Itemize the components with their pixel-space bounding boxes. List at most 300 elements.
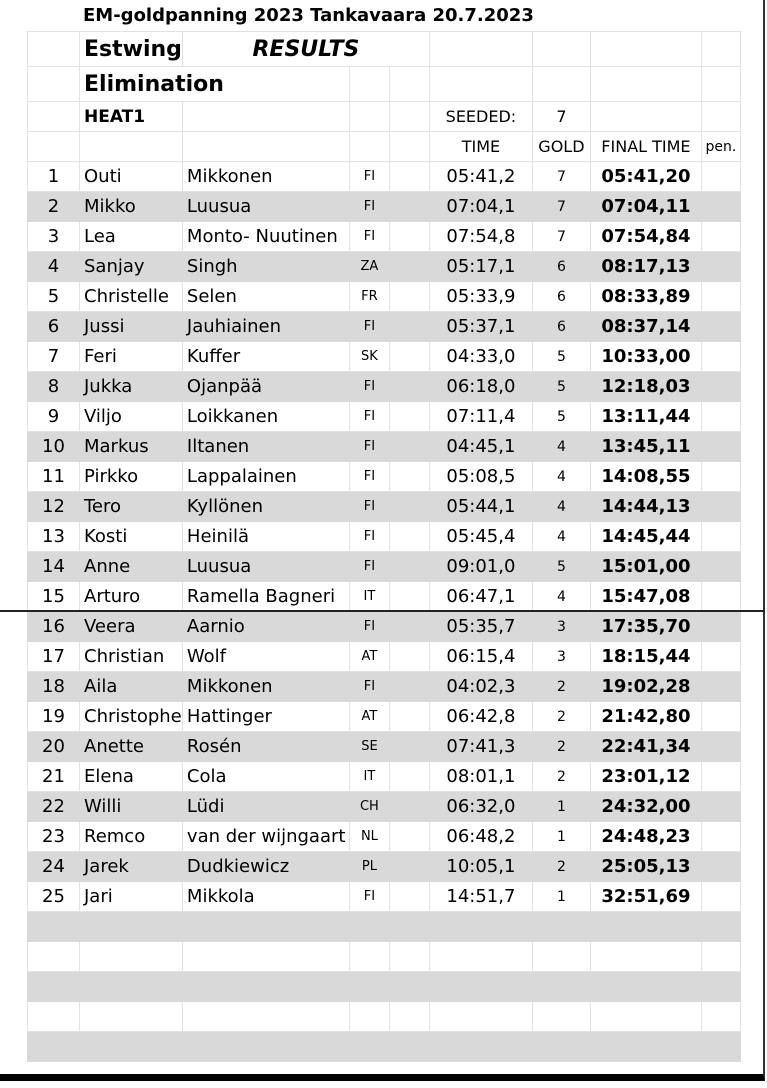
rank-cell: 20 xyxy=(28,732,80,762)
gold-cell: 5 xyxy=(532,402,590,432)
country-cell: PL xyxy=(349,852,389,882)
rank-cell: 12 xyxy=(28,492,80,522)
gold-cell: 6 xyxy=(532,312,590,342)
final-time-cell: 05:41,20 xyxy=(590,162,701,192)
rank-cell: 11 xyxy=(28,462,80,492)
empty-cell xyxy=(429,1002,532,1032)
table-row xyxy=(28,462,741,492)
country-cell: SK xyxy=(349,342,389,372)
final-time-cell: 17:35,70 xyxy=(590,612,701,642)
final-time-cell: 25:05,13 xyxy=(590,852,701,882)
time-cell: 07:41,3 xyxy=(429,732,532,762)
rank-cell: 18 xyxy=(28,672,80,702)
country-cell: AT xyxy=(349,702,389,732)
last-name-cell: Ramella Bagneri xyxy=(182,582,349,612)
empty-cell xyxy=(389,1032,429,1062)
spacer-cell xyxy=(389,552,429,582)
penalty-cell xyxy=(701,312,740,342)
last-name-cell: Heinilä xyxy=(182,522,349,552)
empty-cell xyxy=(28,1002,80,1032)
final-time-cell: 15:47,08 xyxy=(590,582,701,612)
last-name-cell: Selen xyxy=(182,282,349,312)
last-name-cell: Monto- Nuutinen xyxy=(182,222,349,252)
rank-cell: 17 xyxy=(28,642,80,672)
time-cell: 05:44,1 xyxy=(429,492,532,522)
final-time-cell: 14:44,13 xyxy=(590,492,701,522)
final-time-cell: 23:01,12 xyxy=(590,762,701,792)
rank-cell: 23 xyxy=(28,822,80,852)
time-cell: 05:41,2 xyxy=(429,162,532,192)
empty-cell xyxy=(349,1032,389,1062)
time-cell: 06:32,0 xyxy=(429,792,532,822)
country-cell: FI xyxy=(349,522,389,552)
gold-cell: 1 xyxy=(532,822,590,852)
empty-cell xyxy=(182,1002,349,1032)
time-header: TIME xyxy=(429,132,532,162)
table-row xyxy=(28,162,741,192)
final-time-cell: 12:18,03 xyxy=(590,372,701,402)
empty-cell xyxy=(701,972,740,1002)
gold-cell: 1 xyxy=(532,792,590,822)
last-name-cell: Mikkonen xyxy=(182,162,349,192)
last-name-cell: Hattinger xyxy=(182,702,349,732)
penalty-cell xyxy=(701,642,740,672)
empty-cell xyxy=(80,972,183,1002)
time-cell: 05:33,9 xyxy=(429,282,532,312)
heat-row xyxy=(28,102,741,132)
gold-cell: 2 xyxy=(532,672,590,702)
time-cell: 05:17,1 xyxy=(429,252,532,282)
gold-cell: 7 xyxy=(532,162,590,192)
first-name-cell: Arturo xyxy=(80,582,183,612)
gold-header: GOLD xyxy=(532,132,590,162)
last-name-cell: Rosén xyxy=(182,732,349,762)
final-time-cell: 07:54,84 xyxy=(590,222,701,252)
spacer-cell xyxy=(389,882,429,912)
penalty-cell xyxy=(701,462,740,492)
empty-row xyxy=(28,942,741,972)
rank-cell: 24 xyxy=(28,852,80,882)
last-name-cell: Singh xyxy=(182,252,349,282)
penalty-cell xyxy=(701,822,740,852)
empty-cell xyxy=(429,972,532,1002)
first-name-cell: Jussi xyxy=(80,312,183,342)
spacer-cell xyxy=(389,252,429,282)
spacer-cell xyxy=(389,762,429,792)
time-cell: 04:45,1 xyxy=(429,432,532,462)
table-row xyxy=(28,702,741,732)
time-cell: 07:54,8 xyxy=(429,222,532,252)
empty-cell xyxy=(80,942,183,972)
table-row xyxy=(28,492,741,522)
final-time-cell: 14:45,44 xyxy=(590,522,701,552)
gold-cell: 4 xyxy=(532,582,590,612)
penalty-cell xyxy=(701,282,740,312)
first-name-cell: Veera xyxy=(80,612,183,642)
penalty-cell xyxy=(701,492,740,522)
first-name-cell: Jukka xyxy=(80,372,183,402)
rank-cell: 10 xyxy=(28,432,80,462)
first-name-cell: Christian xyxy=(80,642,183,672)
time-cell: 05:35,7 xyxy=(429,612,532,642)
penalty-cell xyxy=(701,342,740,372)
rank-cell: 14 xyxy=(28,552,80,582)
rank-cell: 4 xyxy=(28,252,80,282)
country-cell: FI xyxy=(349,162,389,192)
first-name-cell: Feri xyxy=(80,342,183,372)
penalty-cell xyxy=(701,762,740,792)
gold-cell: 6 xyxy=(532,282,590,312)
empty-cell xyxy=(701,912,740,942)
country-cell: IT xyxy=(349,762,389,792)
empty-cell xyxy=(532,1032,590,1062)
final-time-cell: 15:01,00 xyxy=(590,552,701,582)
gold-cell: 3 xyxy=(532,612,590,642)
time-cell: 05:45,4 xyxy=(429,522,532,552)
table-row xyxy=(28,192,741,222)
empty-cell xyxy=(80,1032,183,1062)
final-time-cell: 07:04,11 xyxy=(590,192,701,222)
time-cell: 06:47,1 xyxy=(429,582,532,612)
country-cell: FI xyxy=(349,492,389,522)
rank-cell: 9 xyxy=(28,402,80,432)
first-name-cell: Outi xyxy=(80,162,183,192)
penalty-cell xyxy=(701,882,740,912)
table-row xyxy=(28,762,741,792)
country-cell: ZA xyxy=(349,252,389,282)
last-name-cell: Luusua xyxy=(182,552,349,582)
table-row xyxy=(28,642,741,672)
final-time-cell: 22:41,34 xyxy=(590,732,701,762)
time-cell: 06:48,2 xyxy=(429,822,532,852)
time-cell: 14:51,7 xyxy=(429,882,532,912)
empty-cell xyxy=(429,942,532,972)
gold-cell: 5 xyxy=(532,552,590,582)
penalty-cell xyxy=(701,672,740,702)
penalty-cell xyxy=(701,522,740,552)
last-name-cell: Kuffer xyxy=(182,342,349,372)
first-name-cell: Anette xyxy=(80,732,183,762)
spacer-cell xyxy=(389,282,429,312)
empty-cell xyxy=(28,972,80,1002)
final-time-cell: 13:11,44 xyxy=(590,402,701,432)
first-name-cell: Elena xyxy=(80,762,183,792)
gold-cell: 7 xyxy=(532,222,590,252)
country-cell: AT xyxy=(349,642,389,672)
empty-cell xyxy=(701,942,740,972)
table-row xyxy=(28,552,741,582)
rank-cell: 7 xyxy=(28,342,80,372)
country-cell: FI xyxy=(349,192,389,222)
table-row xyxy=(28,372,741,402)
spacer-cell xyxy=(389,642,429,672)
penalty-cell xyxy=(701,372,740,402)
penalty-cell xyxy=(701,222,740,252)
table-row xyxy=(28,282,741,312)
empty-cell xyxy=(701,1002,740,1032)
table-row xyxy=(28,222,741,252)
rank-cell: 5 xyxy=(28,282,80,312)
penalty-cell xyxy=(701,852,740,882)
country-cell: SE xyxy=(349,732,389,762)
empty-cell xyxy=(389,1002,429,1032)
first-name-cell: Christophe xyxy=(80,702,183,732)
table-row xyxy=(28,732,741,762)
spacer-cell xyxy=(389,462,429,492)
last-name-cell: Luusua xyxy=(182,192,349,222)
last-name-cell: Loikkanen xyxy=(182,402,349,432)
table-row xyxy=(28,432,741,462)
empty-cell xyxy=(28,1032,80,1062)
final-time-cell: 10:33,00 xyxy=(590,342,701,372)
seeded-label: SEEDED: xyxy=(429,102,532,132)
last-name-cell: Mikkonen xyxy=(182,672,349,702)
time-cell: 07:04,1 xyxy=(429,192,532,222)
table-row xyxy=(28,312,741,342)
first-name-cell: Willi xyxy=(80,792,183,822)
last-name-cell: Dudkiewicz xyxy=(182,852,349,882)
empty-cell xyxy=(182,1032,349,1062)
empty-cell xyxy=(590,912,701,942)
last-name-cell: Lappalainen xyxy=(182,462,349,492)
first-name-cell: Pirkko xyxy=(80,462,183,492)
table-row xyxy=(28,672,741,702)
final-time-cell: 24:48,23 xyxy=(590,822,701,852)
sponsor-label: Estwing xyxy=(80,32,183,67)
last-name-cell: Mikkola xyxy=(182,882,349,912)
empty-cell xyxy=(532,942,590,972)
table-row xyxy=(28,252,741,282)
spacer-cell xyxy=(389,702,429,732)
empty-cell xyxy=(182,912,349,942)
empty-cell xyxy=(28,942,80,972)
empty-cell xyxy=(590,942,701,972)
rank-cell: 22 xyxy=(28,792,80,822)
spacer-cell xyxy=(389,822,429,852)
spacer-cell xyxy=(389,222,429,252)
time-cell: 09:01,0 xyxy=(429,552,532,582)
empty-cell xyxy=(532,972,590,1002)
spacer-cell xyxy=(389,672,429,702)
country-cell: FI xyxy=(349,432,389,462)
empty-cell xyxy=(389,942,429,972)
gold-cell: 4 xyxy=(532,462,590,492)
spacer-cell xyxy=(389,432,429,462)
final-time-header: FINAL TIME xyxy=(590,132,701,162)
penalty-cell xyxy=(701,402,740,432)
final-time-cell: 21:42,80 xyxy=(590,702,701,732)
rank-cell: 19 xyxy=(28,702,80,732)
penalty-cell xyxy=(701,792,740,822)
gold-cell: 6 xyxy=(532,252,590,282)
penalty-cell xyxy=(701,252,740,282)
spacer-cell xyxy=(389,792,429,822)
empty-row xyxy=(28,1032,741,1062)
spacer-cell xyxy=(389,402,429,432)
table-row xyxy=(28,882,741,912)
first-name-cell: Mikko xyxy=(80,192,183,222)
rank-cell: 2 xyxy=(28,192,80,222)
rank-cell: 16 xyxy=(28,612,80,642)
empty-cell xyxy=(389,972,429,1002)
table-row xyxy=(28,612,741,642)
final-time-cell: 08:17,13 xyxy=(590,252,701,282)
final-time-cell: 08:33,89 xyxy=(590,282,701,312)
time-cell: 08:01,1 xyxy=(429,762,532,792)
gold-cell: 4 xyxy=(532,492,590,522)
first-name-cell: Aila xyxy=(80,672,183,702)
country-cell: IT xyxy=(349,582,389,612)
time-cell: 04:02,3 xyxy=(429,672,532,702)
last-name-cell: Jauhiainen xyxy=(182,312,349,342)
country-cell: FI xyxy=(349,882,389,912)
penalty-cell xyxy=(701,552,740,582)
gold-cell: 3 xyxy=(532,642,590,672)
table-row xyxy=(28,582,741,612)
gold-cell: 4 xyxy=(532,432,590,462)
final-time-cell: 19:02,28 xyxy=(590,672,701,702)
penalty-cell xyxy=(701,432,740,462)
spacer-cell xyxy=(389,522,429,552)
qualification-cutoff-line xyxy=(0,610,765,612)
rank-cell: 1 xyxy=(28,162,80,192)
last-name-cell: Kyllönen xyxy=(182,492,349,522)
round-row xyxy=(28,67,741,102)
seeded-value: 7 xyxy=(532,102,590,132)
time-cell: 04:33,0 xyxy=(429,342,532,372)
final-time-cell: 13:45,11 xyxy=(590,432,701,462)
empty-cell xyxy=(429,912,532,942)
final-time-cell: 14:08,55 xyxy=(590,462,701,492)
country-cell: FI xyxy=(349,672,389,702)
gold-cell: 5 xyxy=(532,372,590,402)
table-row xyxy=(28,822,741,852)
time-cell: 05:08,5 xyxy=(429,462,532,492)
empty-row xyxy=(28,912,741,942)
empty-cell xyxy=(349,942,389,972)
rank-cell: 21 xyxy=(28,762,80,792)
country-cell: NL xyxy=(349,822,389,852)
time-cell: 05:37,1 xyxy=(429,312,532,342)
country-cell: FI xyxy=(349,552,389,582)
country-cell: CH xyxy=(349,792,389,822)
final-time-cell: 18:15,44 xyxy=(590,642,701,672)
penalty-cell xyxy=(701,612,740,642)
first-name-cell: Kosti xyxy=(80,522,183,552)
empty-cell xyxy=(349,912,389,942)
country-cell: FI xyxy=(349,612,389,642)
rank-cell: 6 xyxy=(28,312,80,342)
penalty-cell xyxy=(701,732,740,762)
rank-cell: 15 xyxy=(28,582,80,612)
spacer-cell xyxy=(389,852,429,882)
first-name-cell: Tero xyxy=(80,492,183,522)
time-cell: 06:18,0 xyxy=(429,372,532,402)
last-name-cell: Iltanen xyxy=(182,432,349,462)
time-cell: 07:11,4 xyxy=(429,402,532,432)
empty-cell xyxy=(590,972,701,1002)
sponsor-row xyxy=(28,32,741,67)
gold-cell: 2 xyxy=(532,702,590,732)
time-cell: 06:15,4 xyxy=(429,642,532,672)
final-time-cell: 08:37,14 xyxy=(590,312,701,342)
table-row xyxy=(28,852,741,882)
empty-cell xyxy=(532,912,590,942)
empty-cell xyxy=(590,1032,701,1062)
final-time-cell: 32:51,69 xyxy=(590,882,701,912)
gold-cell: 5 xyxy=(532,342,590,372)
rank-cell: 25 xyxy=(28,882,80,912)
penalty-cell xyxy=(701,162,740,192)
spacer-cell xyxy=(389,372,429,402)
first-name-cell: Sanjay xyxy=(80,252,183,282)
rank-cell: 8 xyxy=(28,372,80,402)
spacer-cell xyxy=(389,612,429,642)
first-name-cell: Lea xyxy=(80,222,183,252)
empty-cell xyxy=(182,942,349,972)
gold-cell: 7 xyxy=(532,192,590,222)
last-name-cell: Ojanpää xyxy=(182,372,349,402)
penalty-cell xyxy=(701,702,740,732)
empty-row xyxy=(28,1002,741,1032)
empty-cell xyxy=(532,1002,590,1032)
last-name-cell: van der wijngaart xyxy=(182,822,349,852)
empty-row xyxy=(28,972,741,1002)
empty-cell xyxy=(80,912,183,942)
table-row xyxy=(28,792,741,822)
country-cell: FI xyxy=(349,222,389,252)
spacer-cell xyxy=(389,342,429,372)
page-title: EM-goldpanning 2023 Tankavaara 20.7.2023 xyxy=(83,5,534,26)
penalty-cell xyxy=(701,192,740,222)
empty-cell xyxy=(701,1032,740,1062)
column-header-row xyxy=(28,132,741,162)
results-table xyxy=(27,31,741,1062)
spacer-cell xyxy=(389,312,429,342)
spacer-cell xyxy=(389,492,429,522)
country-cell: FI xyxy=(349,312,389,342)
rank-cell: 3 xyxy=(28,222,80,252)
table-row xyxy=(28,342,741,372)
gold-cell: 2 xyxy=(532,762,590,792)
first-name-cell: Remco xyxy=(80,822,183,852)
first-name-cell: Jari xyxy=(80,882,183,912)
empty-cell xyxy=(349,1002,389,1032)
penalty-header: pen. xyxy=(701,132,740,162)
gold-cell: 2 xyxy=(532,732,590,762)
last-name-cell: Lüdi xyxy=(182,792,349,822)
last-name-cell: Cola xyxy=(182,762,349,792)
heat-label: HEAT1 xyxy=(80,102,183,132)
country-cell: FR xyxy=(349,282,389,312)
empty-cell xyxy=(182,972,349,1002)
first-name-cell: Viljo xyxy=(80,402,183,432)
empty-cell xyxy=(389,912,429,942)
last-name-cell: Wolf xyxy=(182,642,349,672)
first-name-cell: Anne xyxy=(80,552,183,582)
gold-cell: 4 xyxy=(532,522,590,552)
spacer-cell xyxy=(389,732,429,762)
first-name-cell: Markus xyxy=(80,432,183,462)
gold-cell: 2 xyxy=(532,852,590,882)
rank-cell: 13 xyxy=(28,522,80,552)
empty-cell xyxy=(349,972,389,1002)
empty-cell xyxy=(590,1002,701,1032)
penalty-cell xyxy=(701,582,740,612)
spacer-cell xyxy=(389,582,429,612)
table-row xyxy=(28,402,741,432)
first-name-cell: Jarek xyxy=(80,852,183,882)
